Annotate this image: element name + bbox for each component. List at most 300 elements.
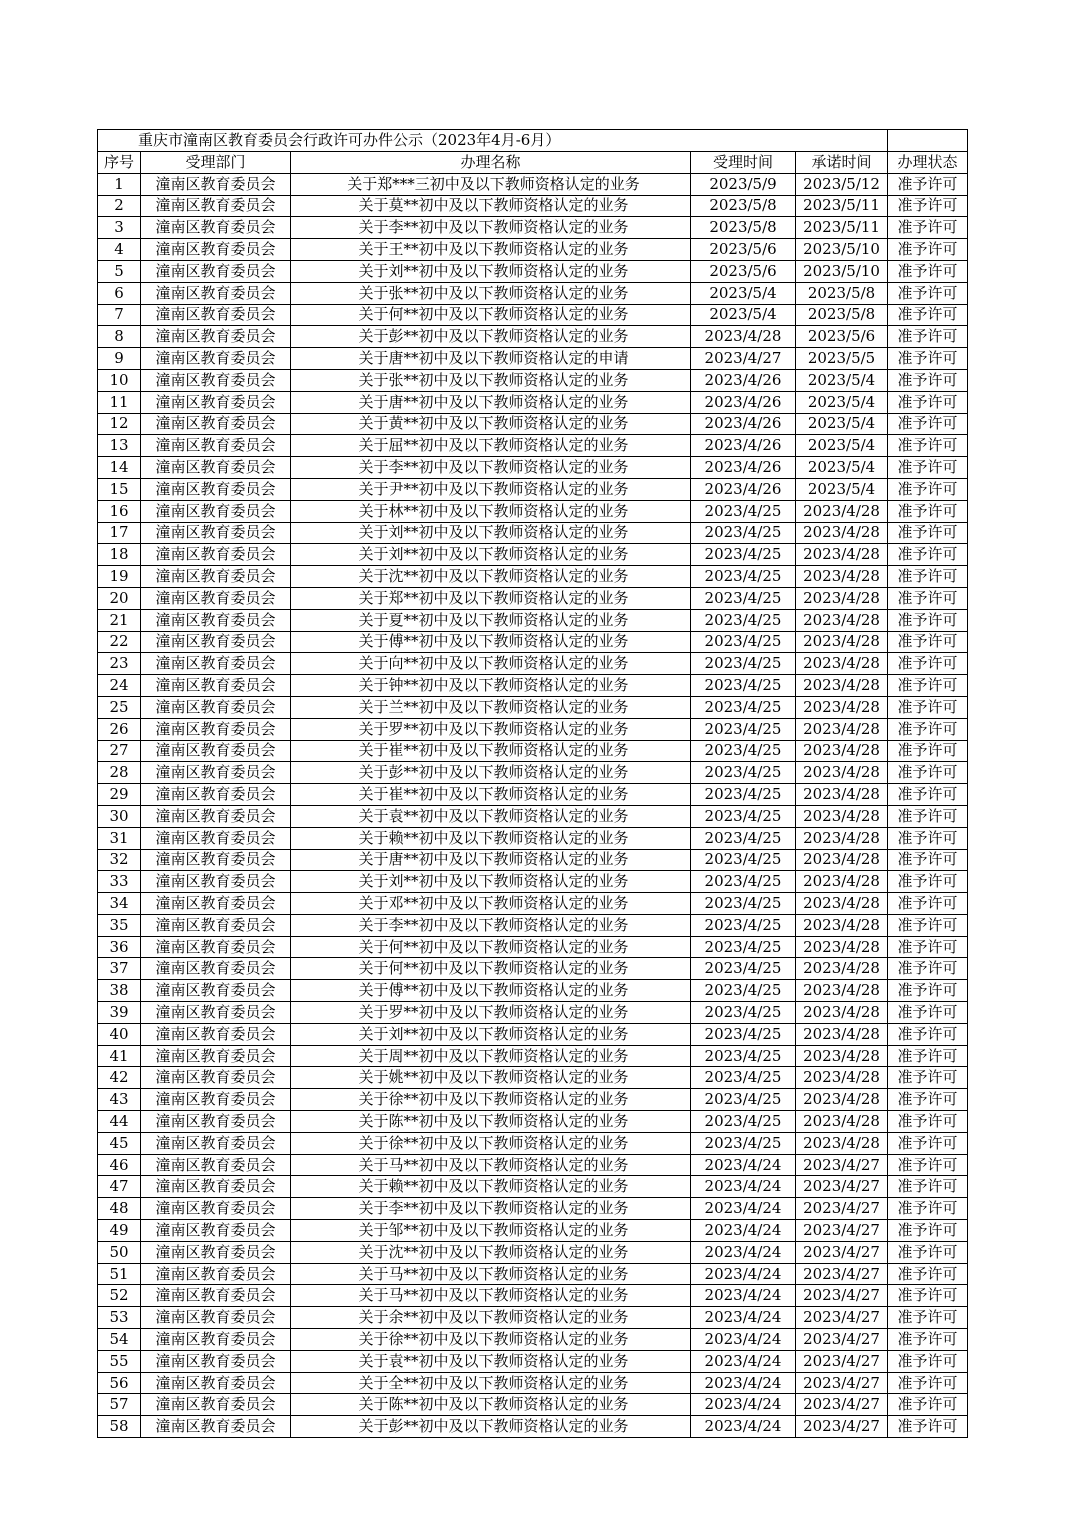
cell-accept-date: 2023/4/25 (691, 1067, 796, 1089)
cell-status: 准予许可 (888, 1220, 968, 1242)
cell-index: 28 (98, 762, 141, 784)
cell-promise-date: 2023/5/4 (796, 369, 888, 391)
cell-promise-date: 2023/4/28 (796, 609, 888, 631)
cell-promise-date: 2023/4/27 (796, 1154, 888, 1176)
cell-accept-date: 2023/5/4 (691, 282, 796, 304)
cell-item-name: 关于沈**初中及以下教师资格认定的业务 (291, 1241, 691, 1263)
cell-status: 准予许可 (888, 413, 968, 435)
table-row (98, 1023, 968, 1045)
cell-department: 潼南区教育委员会 (141, 1023, 291, 1045)
cell-index: 17 (98, 522, 141, 544)
table-row (98, 958, 968, 980)
cell-promise-date: 2023/4/27 (796, 1285, 888, 1307)
cell-index: 50 (98, 1241, 141, 1263)
cell-item-name: 关于袁**初中及以下教师资格认定的业务 (291, 1350, 691, 1372)
cell-status: 准予许可 (888, 631, 968, 653)
cell-promise-date: 2023/4/27 (796, 1372, 888, 1394)
cell-promise-date: 2023/4/28 (796, 631, 888, 653)
cell-item-name: 关于林**初中及以下教师资格认定的业务 (291, 500, 691, 522)
cell-promise-date: 2023/4/28 (796, 1045, 888, 1067)
cell-accept-date: 2023/4/25 (691, 696, 796, 718)
cell-accept-date: 2023/4/27 (691, 348, 796, 370)
cell-accept-date: 2023/4/24 (691, 1176, 796, 1198)
cell-status: 准予许可 (888, 478, 968, 500)
cell-department: 潼南区教育委员会 (141, 1132, 291, 1154)
cell-index: 35 (98, 914, 141, 936)
cell-index: 32 (98, 849, 141, 871)
cell-department: 潼南区教育委员会 (141, 1154, 291, 1176)
cell-status: 准予许可 (888, 435, 968, 457)
header-status: 办理状态 (888, 152, 968, 174)
cell-accept-date: 2023/4/24 (691, 1329, 796, 1351)
cell-item-name: 关于刘**初中及以下教师资格认定的业务 (291, 1023, 691, 1045)
table-row (98, 1045, 968, 1067)
cell-accept-date: 2023/4/25 (691, 522, 796, 544)
cell-status: 准予许可 (888, 1329, 968, 1351)
cell-status: 准予许可 (888, 304, 968, 326)
cell-index: 21 (98, 609, 141, 631)
cell-promise-date: 2023/4/27 (796, 1394, 888, 1416)
cell-status: 准予许可 (888, 282, 968, 304)
cell-promise-date: 2023/4/28 (796, 914, 888, 936)
cell-index: 33 (98, 871, 141, 893)
cell-item-name: 关于彭**初中及以下教师资格认定的业务 (291, 326, 691, 348)
cell-item-name: 关于邓**初中及以下教师资格认定的业务 (291, 893, 691, 915)
cell-accept-date: 2023/4/25 (691, 914, 796, 936)
cell-promise-date: 2023/4/28 (796, 675, 888, 697)
cell-item-name: 关于夏**初中及以下教师资格认定的业务 (291, 609, 691, 631)
cell-department: 潼南区教育委员会 (141, 805, 291, 827)
cell-accept-date: 2023/4/28 (691, 326, 796, 348)
cell-promise-date: 2023/4/27 (796, 1241, 888, 1263)
cell-item-name: 关于彭**初中及以下教师资格认定的业务 (291, 762, 691, 784)
cell-status: 准予许可 (888, 217, 968, 239)
cell-promise-date: 2023/4/28 (796, 566, 888, 588)
cell-department: 潼南区教育委员会 (141, 631, 291, 653)
cell-status: 准予许可 (888, 566, 968, 588)
cell-status: 准予许可 (888, 326, 968, 348)
cell-promise-date: 2023/4/28 (796, 1111, 888, 1133)
cell-item-name: 关于赖**初中及以下教师资格认定的业务 (291, 827, 691, 849)
cell-item-name: 关于郑**初中及以下教师资格认定的业务 (291, 587, 691, 609)
table-body (98, 130, 968, 1438)
cell-index: 18 (98, 544, 141, 566)
cell-status: 准予许可 (888, 1263, 968, 1285)
cell-item-name: 关于罗**初中及以下教师资格认定的业务 (291, 1002, 691, 1024)
cell-index: 25 (98, 696, 141, 718)
header-index: 序号 (98, 152, 141, 174)
table-row (98, 348, 968, 370)
cell-accept-date: 2023/4/25 (691, 1132, 796, 1154)
cell-status: 准予许可 (888, 1111, 968, 1133)
cell-promise-date: 2023/4/28 (796, 958, 888, 980)
cell-promise-date: 2023/5/5 (796, 348, 888, 370)
table-row (98, 1132, 968, 1154)
page-title: 重庆市潼南区教育委员会行政许可办件公示（2023年4月-6月） (98, 130, 888, 152)
cell-item-name: 关于刘**初中及以下教师资格认定的业务 (291, 871, 691, 893)
cell-index: 43 (98, 1089, 141, 1111)
cell-promise-date: 2023/5/10 (796, 239, 888, 261)
cell-item-name: 关于陈**初中及以下教师资格认定的业务 (291, 1111, 691, 1133)
table-row (98, 936, 968, 958)
table-row (98, 260, 968, 282)
cell-accept-date: 2023/4/24 (691, 1198, 796, 1220)
cell-index: 45 (98, 1132, 141, 1154)
table-row (98, 914, 968, 936)
cell-department: 潼南区教育委员会 (141, 936, 291, 958)
cell-item-name: 关于李**初中及以下教师资格认定的业务 (291, 914, 691, 936)
cell-index: 11 (98, 391, 141, 413)
cell-promise-date: 2023/5/4 (796, 391, 888, 413)
cell-accept-date: 2023/5/4 (691, 304, 796, 326)
cell-promise-date: 2023/5/4 (796, 478, 888, 500)
cell-item-name: 关于屈**初中及以下教师资格认定的业务 (291, 435, 691, 457)
cell-department: 潼南区教育委员会 (141, 1002, 291, 1024)
cell-accept-date: 2023/4/24 (691, 1307, 796, 1329)
cell-accept-date: 2023/4/25 (691, 566, 796, 588)
cell-status: 准予许可 (888, 369, 968, 391)
cell-department: 潼南区教育委员会 (141, 1416, 291, 1438)
cell-index: 31 (98, 827, 141, 849)
cell-department: 潼南区教育委员会 (141, 587, 291, 609)
cell-department: 潼南区教育委员会 (141, 413, 291, 435)
cell-accept-date: 2023/4/24 (691, 1416, 796, 1438)
cell-department: 潼南区教育委员会 (141, 675, 291, 697)
cell-item-name: 关于周**初中及以下教师资格认定的业务 (291, 1045, 691, 1067)
cell-status: 准予许可 (888, 1002, 968, 1024)
cell-item-name: 关于莫**初中及以下教师资格认定的业务 (291, 195, 691, 217)
table-row (98, 696, 968, 718)
cell-department: 潼南区教育委员会 (141, 958, 291, 980)
cell-accept-date: 2023/4/26 (691, 478, 796, 500)
cell-item-name: 关于傅**初中及以下教师资格认定的业务 (291, 980, 691, 1002)
cell-index: 46 (98, 1154, 141, 1176)
cell-item-name: 关于李**初中及以下教师资格认定的业务 (291, 1198, 691, 1220)
cell-department: 潼南区教育委员会 (141, 1220, 291, 1242)
cell-item-name: 关于余**初中及以下教师资格认定的业务 (291, 1307, 691, 1329)
cell-accept-date: 2023/5/6 (691, 239, 796, 261)
cell-accept-date: 2023/4/24 (691, 1394, 796, 1416)
cell-department: 潼南区教育委员会 (141, 718, 291, 740)
cell-department: 潼南区教育委员会 (141, 195, 291, 217)
cell-status: 准予许可 (888, 195, 968, 217)
cell-status: 准予许可 (888, 239, 968, 261)
cell-status: 准予许可 (888, 653, 968, 675)
cell-promise-date: 2023/4/27 (796, 1198, 888, 1220)
cell-item-name: 关于黄**初中及以下教师资格认定的业务 (291, 413, 691, 435)
table-row (98, 587, 968, 609)
cell-index: 7 (98, 304, 141, 326)
cell-promise-date: 2023/4/28 (796, 805, 888, 827)
cell-index: 22 (98, 631, 141, 653)
cell-department: 潼南区教育委员会 (141, 566, 291, 588)
cell-department: 潼南区教育委员会 (141, 980, 291, 1002)
cell-promise-date: 2023/4/28 (796, 587, 888, 609)
cell-status: 准予许可 (888, 1372, 968, 1394)
cell-index: 3 (98, 217, 141, 239)
cell-promise-date: 2023/4/28 (796, 980, 888, 1002)
cell-status: 准予许可 (888, 1067, 968, 1089)
cell-department: 潼南区教育委员会 (141, 391, 291, 413)
cell-promise-date: 2023/4/28 (796, 827, 888, 849)
cell-accept-date: 2023/5/8 (691, 217, 796, 239)
cell-index: 34 (98, 893, 141, 915)
cell-accept-date: 2023/4/25 (691, 1089, 796, 1111)
cell-status: 准予许可 (888, 500, 968, 522)
cell-index: 49 (98, 1220, 141, 1242)
cell-index: 6 (98, 282, 141, 304)
cell-department: 潼南区教育委员会 (141, 544, 291, 566)
cell-item-name: 关于兰**初中及以下教师资格认定的业务 (291, 696, 691, 718)
cell-promise-date: 2023/4/27 (796, 1350, 888, 1372)
cell-status: 准予许可 (888, 609, 968, 631)
cell-department: 潼南区教育委员会 (141, 326, 291, 348)
cell-department: 潼南区教育委员会 (141, 1372, 291, 1394)
table-row (98, 827, 968, 849)
cell-accept-date: 2023/4/25 (691, 1045, 796, 1067)
cell-item-name: 关于李**初中及以下教师资格认定的业务 (291, 457, 691, 479)
cell-item-name: 关于王**初中及以下教师资格认定的业务 (291, 239, 691, 261)
cell-department: 潼南区教育委员会 (141, 522, 291, 544)
table-row (98, 631, 968, 653)
table-row (98, 239, 968, 261)
cell-promise-date: 2023/4/28 (796, 893, 888, 915)
cell-accept-date: 2023/4/24 (691, 1263, 796, 1285)
table-row (98, 1176, 968, 1198)
cell-status: 准予许可 (888, 1023, 968, 1045)
cell-index: 54 (98, 1329, 141, 1351)
cell-department: 潼南区教育委员会 (141, 1307, 291, 1329)
cell-promise-date: 2023/4/28 (796, 1002, 888, 1024)
cell-department: 潼南区教育委员会 (141, 217, 291, 239)
cell-status: 准予许可 (888, 1154, 968, 1176)
cell-accept-date: 2023/4/25 (691, 718, 796, 740)
cell-accept-date: 2023/5/8 (691, 195, 796, 217)
cell-index: 1 (98, 173, 141, 195)
table-row (98, 369, 968, 391)
cell-promise-date: 2023/5/8 (796, 304, 888, 326)
cell-accept-date: 2023/4/25 (691, 849, 796, 871)
cell-department: 潼南区教育委员会 (141, 478, 291, 500)
table-row (98, 718, 968, 740)
cell-accept-date: 2023/4/24 (691, 1241, 796, 1263)
cell-item-name: 关于邹**初中及以下教师资格认定的业务 (291, 1220, 691, 1242)
cell-index: 57 (98, 1394, 141, 1416)
cell-accept-date: 2023/4/25 (691, 893, 796, 915)
table-row (98, 871, 968, 893)
cell-promise-date: 2023/4/28 (796, 740, 888, 762)
cell-promise-date: 2023/5/6 (796, 326, 888, 348)
cell-status: 准予许可 (888, 849, 968, 871)
cell-index: 20 (98, 587, 141, 609)
cell-accept-date: 2023/4/26 (691, 413, 796, 435)
cell-status: 准予许可 (888, 1089, 968, 1111)
cell-index: 58 (98, 1416, 141, 1438)
cell-accept-date: 2023/4/25 (691, 827, 796, 849)
header-item-name: 办理名称 (291, 152, 691, 174)
cell-promise-date: 2023/4/27 (796, 1416, 888, 1438)
cell-status: 准予许可 (888, 1241, 968, 1263)
cell-accept-date: 2023/4/25 (691, 587, 796, 609)
cell-item-name: 关于罗**初中及以下教师资格认定的业务 (291, 718, 691, 740)
cell-department: 潼南区教育委员会 (141, 1111, 291, 1133)
cell-promise-date: 2023/4/28 (796, 1089, 888, 1111)
cell-item-name: 关于全**初中及以下教师资格认定的业务 (291, 1372, 691, 1394)
table-row (98, 1416, 968, 1438)
table-row (98, 1220, 968, 1242)
cell-accept-date: 2023/4/25 (691, 871, 796, 893)
cell-item-name: 关于唐**初中及以下教师资格认定的申请 (291, 348, 691, 370)
cell-status: 准予许可 (888, 936, 968, 958)
cell-accept-date: 2023/5/6 (691, 260, 796, 282)
cell-status: 准予许可 (888, 914, 968, 936)
table-row (98, 478, 968, 500)
table-row (98, 217, 968, 239)
cell-accept-date: 2023/4/24 (691, 1154, 796, 1176)
cell-accept-date: 2023/4/25 (691, 762, 796, 784)
cell-accept-date: 2023/4/25 (691, 544, 796, 566)
cell-department: 潼南区教育委员会 (141, 1394, 291, 1416)
cell-department: 潼南区教育委员会 (141, 435, 291, 457)
cell-department: 潼南区教育委员会 (141, 1241, 291, 1263)
cell-promise-date: 2023/4/28 (796, 784, 888, 806)
cell-promise-date: 2023/5/8 (796, 282, 888, 304)
cell-department: 潼南区教育委员会 (141, 239, 291, 261)
cell-index: 47 (98, 1176, 141, 1198)
cell-status: 准予许可 (888, 1416, 968, 1438)
cell-promise-date: 2023/4/28 (796, 1132, 888, 1154)
cell-department: 潼南区教育委员会 (141, 1329, 291, 1351)
cell-department: 潼南区教育委员会 (141, 260, 291, 282)
cell-department: 潼南区教育委员会 (141, 893, 291, 915)
cell-item-name: 关于赖**初中及以下教师资格认定的业务 (291, 1176, 691, 1198)
table-row (98, 762, 968, 784)
cell-status: 准予许可 (888, 805, 968, 827)
cell-department: 潼南区教育委员会 (141, 784, 291, 806)
cell-promise-date: 2023/5/4 (796, 457, 888, 479)
table-row (98, 609, 968, 631)
cell-status: 准予许可 (888, 762, 968, 784)
cell-status: 准予许可 (888, 675, 968, 697)
cell-promise-date: 2023/4/28 (796, 718, 888, 740)
header-row (98, 152, 968, 174)
table-row (98, 1329, 968, 1351)
cell-department: 潼南区教育委员会 (141, 1089, 291, 1111)
cell-index: 36 (98, 936, 141, 958)
cell-department: 潼南区教育委员会 (141, 500, 291, 522)
cell-status: 准予许可 (888, 260, 968, 282)
cell-department: 潼南区教育委员会 (141, 304, 291, 326)
cell-index: 12 (98, 413, 141, 435)
cell-promise-date: 2023/5/4 (796, 413, 888, 435)
title-row (98, 130, 968, 152)
cell-item-name: 关于徐**初中及以下教师资格认定的业务 (291, 1132, 691, 1154)
cell-accept-date: 2023/4/25 (691, 609, 796, 631)
cell-accept-date: 2023/4/25 (691, 500, 796, 522)
cell-index: 55 (98, 1350, 141, 1372)
cell-status: 准予许可 (888, 1285, 968, 1307)
cell-promise-date: 2023/5/12 (796, 173, 888, 195)
table-row (98, 413, 968, 435)
cell-item-name: 关于向**初中及以下教师资格认定的业务 (291, 653, 691, 675)
header-accept-date: 受理时间 (691, 152, 796, 174)
table-row (98, 304, 968, 326)
cell-status: 准予许可 (888, 1394, 968, 1416)
cell-status: 准予许可 (888, 391, 968, 413)
cell-promise-date: 2023/4/28 (796, 696, 888, 718)
cell-index: 51 (98, 1263, 141, 1285)
cell-item-name: 关于傅**初中及以下教师资格认定的业务 (291, 631, 691, 653)
cell-department: 潼南区教育委员会 (141, 871, 291, 893)
cell-item-name: 关于崔**初中及以下教师资格认定的业务 (291, 740, 691, 762)
table-row (98, 1372, 968, 1394)
cell-promise-date: 2023/4/27 (796, 1220, 888, 1242)
cell-status: 准予许可 (888, 457, 968, 479)
cell-index: 41 (98, 1045, 141, 1067)
cell-status: 准予许可 (888, 522, 968, 544)
cell-item-name: 关于李**初中及以下教师资格认定的业务 (291, 217, 691, 239)
cell-index: 40 (98, 1023, 141, 1045)
cell-item-name: 关于刘**初中及以下教师资格认定的业务 (291, 522, 691, 544)
cell-item-name: 关于马**初中及以下教师资格认定的业务 (291, 1263, 691, 1285)
cell-department: 潼南区教育委员会 (141, 1198, 291, 1220)
cell-item-name: 关于张**初中及以下教师资格认定的业务 (291, 282, 691, 304)
cell-index: 9 (98, 348, 141, 370)
cell-status: 准予许可 (888, 718, 968, 740)
cell-status: 准予许可 (888, 696, 968, 718)
table-row (98, 1002, 968, 1024)
cell-status: 准予许可 (888, 871, 968, 893)
cell-status: 准予许可 (888, 893, 968, 915)
cell-item-name: 关于郑***三初中及以下教师资格认定的业务 (291, 173, 691, 195)
cell-accept-date: 2023/4/26 (691, 369, 796, 391)
cell-index: 48 (98, 1198, 141, 1220)
cell-item-name: 关于何**初中及以下教师资格认定的业务 (291, 304, 691, 326)
cell-department: 潼南区教育委员会 (141, 282, 291, 304)
table-row (98, 1067, 968, 1089)
cell-department: 潼南区教育委员会 (141, 696, 291, 718)
cell-status: 准予许可 (888, 740, 968, 762)
cell-accept-date: 2023/4/26 (691, 391, 796, 413)
cell-department: 潼南区教育委员会 (141, 1263, 291, 1285)
cell-item-name: 关于刘**初中及以下教师资格认定的业务 (291, 260, 691, 282)
cell-department: 潼南区教育委员会 (141, 740, 291, 762)
cell-index: 19 (98, 566, 141, 588)
cell-department: 潼南区教育委员会 (141, 1067, 291, 1089)
cell-index: 14 (98, 457, 141, 479)
cell-status: 准予许可 (888, 1045, 968, 1067)
cell-index: 5 (98, 260, 141, 282)
cell-index: 39 (98, 1002, 141, 1024)
cell-item-name: 关于徐**初中及以下教师资格认定的业务 (291, 1089, 691, 1111)
cell-accept-date: 2023/4/25 (691, 1002, 796, 1024)
cell-department: 潼南区教育委员会 (141, 653, 291, 675)
table-row (98, 195, 968, 217)
cell-item-name: 关于张**初中及以下教师资格认定的业务 (291, 369, 691, 391)
table-row (98, 1307, 968, 1329)
cell-item-name: 关于马**初中及以下教师资格认定的业务 (291, 1154, 691, 1176)
cell-promise-date: 2023/5/11 (796, 217, 888, 239)
cell-status: 准予许可 (888, 1176, 968, 1198)
cell-status: 准予许可 (888, 544, 968, 566)
cell-index: 38 (98, 980, 141, 1002)
cell-promise-date: 2023/4/27 (796, 1307, 888, 1329)
cell-accept-date: 2023/4/24 (691, 1285, 796, 1307)
table-row (98, 457, 968, 479)
cell-promise-date: 2023/4/27 (796, 1263, 888, 1285)
cell-item-name: 关于彭**初中及以下教师资格认定的业务 (291, 1416, 691, 1438)
cell-status: 准予许可 (888, 958, 968, 980)
